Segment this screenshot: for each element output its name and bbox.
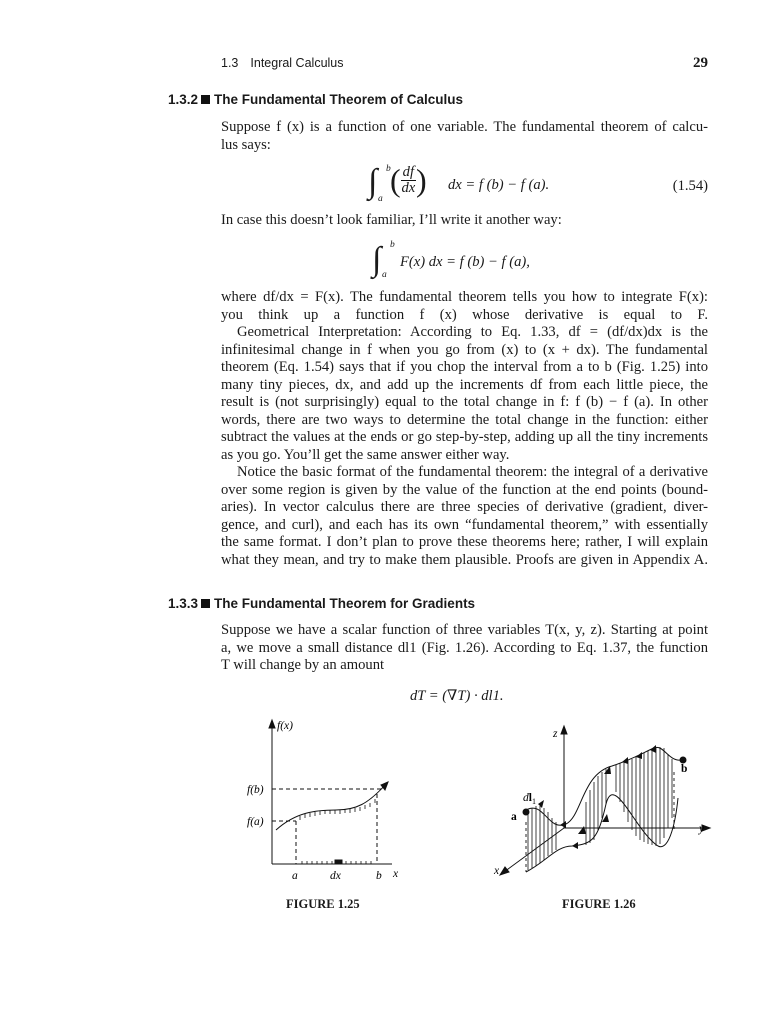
body-line: as you go. You’ll get the same answer either way. — [221, 446, 510, 463]
y-label: y — [699, 823, 705, 835]
figure-1-26-caption: FIGURE 1.26 — [562, 897, 636, 911]
equation-body: F(x) dx = f (b) − f (a), — [400, 254, 530, 270]
b-label: b — [376, 870, 382, 882]
square-bullet-icon — [201, 95, 210, 104]
x-label: x — [494, 865, 500, 877]
equation-rhs: dx = f (b) − f (a). — [448, 177, 550, 193]
figure-1-25 — [236, 712, 416, 888]
equation-1-54 — [368, 162, 568, 210]
integral-sign: ∫ — [372, 241, 382, 278]
y-axis-label: f(x) — [277, 720, 293, 732]
body-line: aries). In vector calculus there are three species of derivative (gradient, diver- — [221, 499, 708, 515]
lower-limit: a — [378, 194, 383, 204]
equation-alternate — [372, 240, 572, 280]
section-number: 1.3.3 — [168, 596, 199, 611]
figure-1-25-caption: FIGURE 1.25 — [286, 897, 360, 911]
function-curve — [276, 784, 386, 830]
intro-line-2: lus says: — [221, 136, 271, 153]
section-heading-1-3-3 — [168, 596, 475, 611]
body-line: subtract the values at the ends or go step-by-step, adding up all the tiny increments — [221, 429, 708, 445]
section-number: 1.3.2 — [168, 92, 199, 107]
gradient-line: Suppose we have a scalar function of three variables T(x, y, z). Starting at point — [221, 622, 708, 638]
y-axis-arrow-icon — [269, 720, 275, 728]
body-line: Notice the basic format of the fundamental theorem: the integral of a derivative — [237, 464, 708, 480]
fb-label: f(b) — [247, 784, 264, 796]
section-heading-1-3-2 — [168, 92, 463, 107]
section-title: The Fundamental Theorem for Gradients — [214, 596, 476, 611]
running-head-section-number: 1.3 — [221, 56, 239, 70]
upper-limit: b — [390, 240, 395, 250]
a-label: a — [292, 870, 298, 882]
body-line: words, there are two ways to determine the total change in the function: either — [221, 411, 708, 428]
fraction-denominator: dx — [401, 180, 416, 196]
integral-sign: ∫ — [368, 163, 378, 200]
body-line: you think up a function f (x) whose derivative is equal to F. — [221, 306, 708, 323]
square-bullet-icon — [201, 599, 210, 608]
body-line: many tiny pieces, dx, and add up the increments df from each little piece, the — [221, 376, 708, 393]
gradient-line: a, we move a small distance dl1 (Fig. 1.26). According to Eq. 1.37, the function — [221, 639, 708, 656]
a-label: a — [511, 811, 517, 823]
gradient-equation: dT = (∇T) · dl1. — [410, 688, 504, 704]
z-label: z — [553, 728, 558, 740]
body-line: result is (not surprisingly) equal to the total change in f: f (b) − f (a). In other — [221, 394, 708, 410]
body-line: theorem (Eq. 1.54) says that if you chop the interval from a to b (Fig. 1.25) into — [221, 359, 708, 375]
vertical-hatch-lines — [528, 747, 672, 870]
page-number: 29 — [693, 55, 708, 71]
equation-number: (1.54) — [672, 178, 708, 194]
x-axis-arrow-icon — [500, 867, 509, 875]
upper-limit: b — [386, 164, 391, 174]
z-axis-arrow-icon — [561, 726, 567, 734]
fa-label: f(a) — [247, 816, 264, 828]
body-line: where df/dx = F(x). The fundamental theorem tells you how to integrate F(x): — [221, 289, 708, 305]
body-line: what they mean, and try to make them plausible. Proofs are given in Appendix A. — [221, 551, 708, 568]
familiar-line: In case this doesn’t look familiar, I’ll write it another way: — [221, 212, 562, 228]
lower-limit: a — [382, 270, 387, 280]
derivative-term: ( $\frac{df}{dx}$ ) — [390, 162, 427, 198]
x-axis — [504, 828, 564, 872]
familiar-paragraph — [221, 212, 708, 230]
b-label: b — [681, 763, 688, 775]
point-a — [523, 809, 529, 815]
dx-segment — [335, 860, 342, 864]
body-paragraphs — [221, 289, 708, 569]
intro-line-1: Suppose f (x) is a function of one variable. The fundamental theorem of calcu- — [221, 119, 708, 135]
figure-1-26 — [486, 722, 718, 888]
fraction-numerator: df — [402, 164, 415, 180]
gradient-line: T will change by an amount — [221, 657, 385, 673]
body-line: infinitesimal change in f when you go from (x) to (x + dx). The fundamental — [221, 341, 708, 358]
body-line: gence, and curl), and each has its own “fundamental theorem,” with essentially — [221, 516, 708, 533]
x-label: x — [393, 868, 399, 880]
running-head-section — [221, 56, 356, 70]
gradient-paragraph — [221, 622, 708, 675]
body-line: over some region is given by the value of the function at the end points (bound- — [221, 481, 708, 498]
body-line: the same format. I don’t plan to prove these theorems here; rather, I will explain — [221, 534, 708, 550]
dx-label: dx — [330, 870, 341, 882]
running-head — [221, 56, 708, 74]
section-title: The Fundamental Theorem of Calculus — [214, 92, 464, 107]
dl-label: $dl_1$ — [523, 792, 536, 806]
body-line: Geometrical Interpretation: According to Eq. 1.33, df = (df/dx)dx is the — [237, 324, 708, 340]
running-head-section-title: Integral Calculus — [250, 56, 344, 70]
intro-paragraph — [221, 119, 708, 154]
